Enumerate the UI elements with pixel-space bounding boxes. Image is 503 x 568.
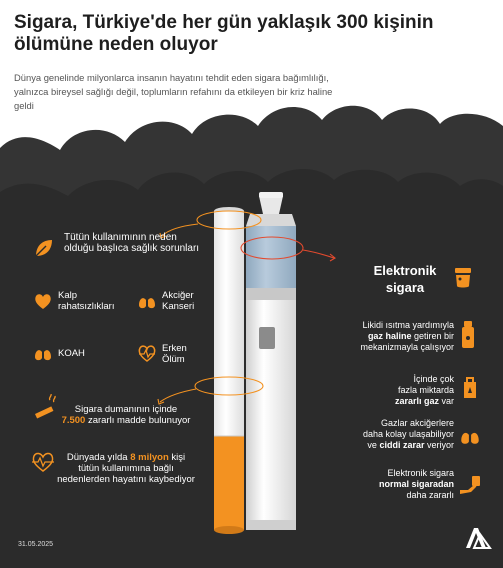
cigarette-icon <box>32 394 58 425</box>
ecig-fact-lungs <box>340 418 454 451</box>
ecig-fact2-bold: zararlı gaz <box>394 396 439 406</box>
fact1-post: zararlı madde bulunuyor <box>87 415 191 426</box>
title-line-2: ölümüne neden oluyor <box>14 34 218 55</box>
fact2-highlight: 8 milyon <box>130 452 169 463</box>
ecig-fact3-pre3: ve <box>367 440 377 450</box>
hand-warning-icon <box>458 474 484 503</box>
ecig-heading-line2: sigara <box>385 280 425 295</box>
ecig-fact1-l2rest: getiren bir <box>413 331 454 341</box>
ecig-fact3-l1: Gazlar akciğerlere <box>380 418 454 428</box>
ecig-fact2-l3rest: var <box>441 396 454 406</box>
ecig-heading <box>360 262 450 296</box>
publish-date: 31.05.2025 <box>18 541 54 548</box>
heart-organ-icon <box>32 290 54 317</box>
ecig-fact1-l1: Likidi ısıtma yardımıyla <box>362 320 454 330</box>
ecig-fact4-l1: Elektronik sigara <box>387 468 454 478</box>
title-line-1: Sigara, Türkiye'de her gün yaklaşık 300 kişinin <box>14 12 434 33</box>
ecig-fact3-l2: daha kolay ulaşabiliyor <box>362 429 454 439</box>
fact-harmful-substances <box>56 404 196 426</box>
gas-can-icon <box>460 374 480 405</box>
ecig-fact2-l2: fazla miktarda <box>397 385 454 395</box>
fact1-pre: Sigara dumanının içinde <box>74 404 178 415</box>
ecig-fact-harmful-gas <box>360 374 454 407</box>
vape-device-icon <box>458 320 478 355</box>
health-leaf-icon <box>32 236 56 265</box>
disease-label-heart: Kalp rahatsızlıkları <box>58 290 115 312</box>
lungs-icon <box>458 424 482 453</box>
vape-hand-icon <box>452 266 474 295</box>
ecig-fact-more-harmful <box>344 468 454 501</box>
disease-label-copd: KOAH <box>58 348 85 359</box>
lungs-icon <box>32 342 54 369</box>
ecig-fact2-l1: İçinde çok <box>413 374 454 384</box>
ecig-fact3-bold: ciddi zarar <box>379 440 425 450</box>
disease-label-lung-cancer: Akciğer Kanseri <box>162 290 195 312</box>
fact-annual-deaths <box>56 452 196 485</box>
heartbeat-icon <box>30 450 56 479</box>
ecig-illustration <box>246 192 296 530</box>
heartbeat-icon <box>136 342 158 369</box>
fact2-pre: Dünyada yılda <box>66 452 128 463</box>
fact2-post: kişi tütün kullanımına bağlı nedenlerden hayatını kaybediyor <box>57 452 195 485</box>
page-subtitle: Dünya genelinde milyonlarca insanın hayatını tehdit eden sigara bağımlılığı, yalnızca bireysel sağlığı değil, toplumların refahını da etkileyen bir kriz haline geldi <box>14 72 333 111</box>
lungs-icon <box>136 290 158 317</box>
ecig-fact1-l3: mekanizmayla çalışıyor <box>360 342 454 352</box>
ecig-fact-mechanism <box>330 320 454 353</box>
ecig-fact1-bold: gaz haline <box>367 331 412 341</box>
anadolu-agency-logo <box>464 524 492 555</box>
ecig-fact3-post3: veriyor <box>426 440 454 450</box>
ecig-fact4-l3: daha zararlı <box>406 490 454 500</box>
health-problems-heading: Tütün kullanımının neden olduğu başlıca sağlık sorunları <box>64 232 200 254</box>
ecig-heading-line1: Elektronik <box>373 263 437 278</box>
cigarette-illustration <box>214 207 244 534</box>
disease-label-early-death: Erken Ölüm <box>162 343 187 365</box>
fact1-highlight: 7.500 <box>61 415 86 426</box>
ecig-fact4-bold: normal sigaradan <box>378 479 454 489</box>
